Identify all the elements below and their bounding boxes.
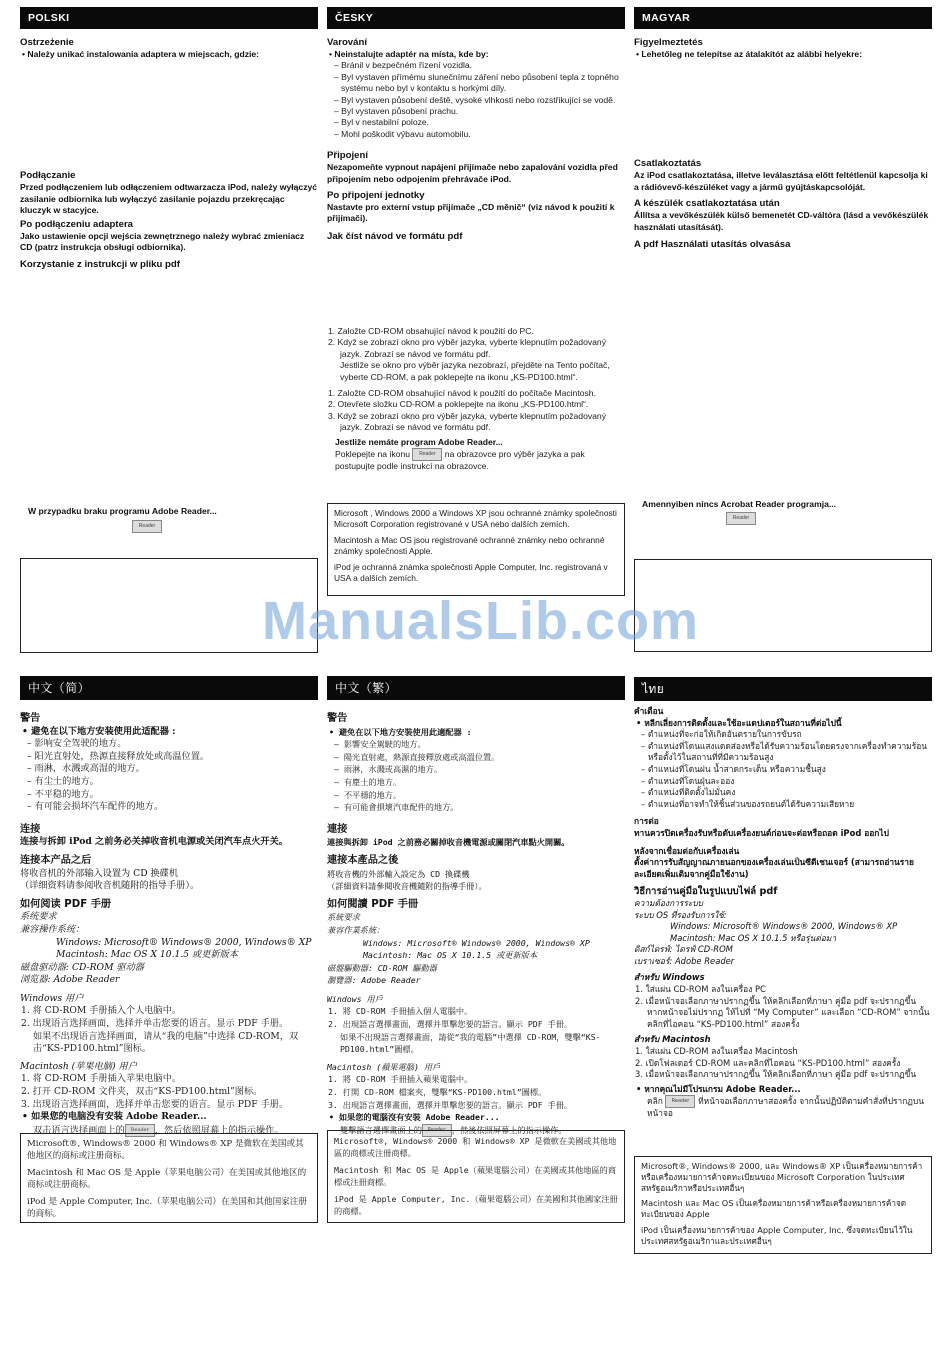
zh-cn-browser-line: 浏览器: Adobe Reader [20,974,120,986]
zh-tw-mac-step: 1. 將 CD-ROM 手冊插入蘋果電腦中。 [328,1074,473,1085]
zh-tw-adobe-title: • 如果您的電腦沒有安裝 Adobe Reader... [329,1112,500,1123]
magyar-header: MAGYAR [634,7,932,29]
zh-cn-warning-text: • 避免在以下地方安装使用此适配器 : [22,725,176,737]
polski-unit-text: Jako ustawienie opcji wejścia zewnętrznego należy wybrać zmieniacz CD (patrz instrukcja obsługi odbiornika). [20,230,305,253]
thai-warning-title: คำเตือน [634,706,664,716]
cesky-adobe-title: Jestliže nemáte program Adobe Reader... [335,436,503,447]
zh-cn-sys-req: 系统要求 [20,911,57,923]
zh-tw-warning-title: 警告 [327,713,348,724]
cesky-trademark-apple: Macintosh a Mac OS jsou registrované ochranné známky nebo ochranné známky společnosti Apple. [334,535,605,556]
zh-cn-warning-item: – 影响安全驾驶的地方。 [27,738,127,750]
zh-tw-unit-title: 連接本產品之後 [327,854,399,866]
zh-tw-pdf-title: 如何閱讀 PDF 手冊 [327,898,419,910]
cesky-unit-text: Nastavte pro externí vstup přijímače „CD měnič“ (viz návod k použití k přijímači). [327,202,615,224]
zh-cn-pdf-title: 如何阅读 PDF 手册 [20,898,112,910]
zh-cn-adobe-text: 双击语言选择画面上的 Reader ，然后依照屏幕上的指示操作。 [33,1124,284,1136]
thai-mac-step: 3. เมื่อหน้าจอเลือกภาษาปรากฏขึ้น ให้คลิกเลือกที่ภาษา คู่มือ pdf จะปรากฏขึ้น [635,1069,917,1080]
adobe-reader-icon[interactable]: Reader [412,448,442,461]
magyar-adobe-text: Amennyiben nincs Acrobat Reader programja... [642,499,837,510]
zh-cn-unit-text: 将收音机的外部输入设置为 CD 换碟机 [20,867,179,879]
zh-cn-trademark-ipod: iPod 是 Apple Computer, Inc.（苹果电脑公司）在美国和其他国家注册的商标。 [27,1197,307,1219]
zh-cn-win-note: 如果不出现语言选择画面，请从“我的电脑”中选择 CD-ROM，双击“KS-PD100.html”图标。 [33,1030,299,1055]
thai-unit-text: ตั้งค่าการรับสัญญาณภายนอกของเครื่องเล่นเป็นซีดีเชนเจอร์ (สามารถอ่านรายละเอียดเพิ่มเติมจากคู่มือใช้งาน) [634,857,914,879]
polski-pdf-title: Korzystanie z instrukcji w pliku pdf [20,259,180,271]
zh-tw-connecting-title: 連接 [327,823,348,835]
thai-sys-req: ความต้องการระบบ [634,897,703,908]
zh-cn-header: 中文（简） [20,676,318,700]
cesky-warning-item: – Byl vystaven působení prachu. [334,106,459,117]
zh-cn-mac-line: Macintosh: Mac OS X 10.1.5 或更新版本 [56,949,238,961]
zh-tw-trademark-apple: Macintosh 和 Mac OS 是 Apple（蘋果電腦公司）在美國或其他地區的商標或注冊商標。 [334,1165,617,1187]
zh-tw-warning-text: • 避免在以下地方安裝使用此適配器 : [329,726,472,737]
cesky-pc-step: 2. Když se zobrazí okno pro výběr jazyka, vyberte klepnutím požadovaný jazyk. Zobrazí se návod ve formátu pdf. [328,337,607,359]
zh-tw-win-user: Windows 用戶 [327,993,383,1004]
cesky-pdf-title: Jak číst návod ve formátu pdf [327,230,463,242]
polski-connecting-text: Przed podłączeniem lub odłączeniem odtwarzacza iPod, należy wyłączyć zasilanie odbiornika lub wyłączyć zasilanie pojazdu przekręcając kluczyk w stacyjce. [20,182,318,216]
zh-tw-header: 中文（繁） [327,676,625,700]
zh-cn-win-user: Windows 用户 [20,992,84,1004]
zh-tw-warning-item: – 有可能會損壞汽車配件的地方。 [334,802,459,813]
watermark: ManualsLib.com [262,591,700,651]
zh-cn-column [20,676,318,1137]
cesky-trademark-box [327,503,625,596]
magyar-connecting-text: Az iPod csatlakoztatása, illetve leválasztása előtt feltétlenül kapcsolja ki a rádióvevő-készüléket vagy a jármű gyújtáskapcsolóját. [634,170,928,192]
zh-tw-windows-line: Windows: Microsoft® Windows® 2000, Windows® XP [363,937,590,948]
zh-tw-trademark-box [327,1130,625,1223]
thai-connecting-title: การต่อ [634,816,659,827]
thai-warning-item: – ตำแหน่งที่โดนฝน น้ำสาดกระเด็น หรือความชื้นสูง [641,763,826,774]
zh-tw-warning-item: – 不平穩的地方。 [334,789,402,800]
magyar-pdf-title: A pdf Használati utasítás olvasása [634,239,791,251]
thai-header: ไทย [634,677,932,701]
thai-mac-step: 1. ใส่แผ่น CD-ROM ลงในเครื่อง Macintosh [635,1046,798,1057]
zh-tw-sys-req: 系統要求 [327,912,360,923]
zh-tw-adobe-text: 雙擊語言選擇畫面上的 Reader ，然後依照屏幕上的指示操作。 [340,1124,567,1135]
cesky-warning-text: • Neinstalujte adaptér na místa, kde by: [329,49,489,59]
cesky-trademark-ipod: iPod je ochranná známka společnosti Apple Computer, Inc. registrovaná v USA a dalších zemích. [334,562,608,583]
thai-warning-item: – ตำแหน่งที่โดนฝุ่นละออง [641,775,735,786]
polski-connecting-title: Podłączanie [20,170,76,182]
thai-mac-line: Macintosh: Mac OS X 10.1.5 หรือรุ่นต่อมา [670,932,837,943]
thai-trademark-ipod: iPod เป็นเครื่องหมายการค้าของ Apple Computer, Inc. ซึ่งจดทะเบียนไว้ในประเทศสหรัฐอเมริกาและประเทศอื่นๆ [641,1224,913,1246]
magyar-connecting-title: Csatlakoztatás [634,158,702,170]
polski-warning-text: • Należy unikać instalowania adaptera w miejscach, gdzie: [22,49,260,59]
zh-tw-warning-item: – 有塵土的地方。 [334,776,402,787]
zh-cn-trademark-apple: Macintosh 和 Mac OS 是 Apple（苹果电脑公司）在美国或其他地区的商标或注册商标。 [27,1168,307,1190]
adobe-reader-icon[interactable]: Reader [665,1095,695,1108]
thai-warning-item: – ตำแหน่งที่โดนแสงแดดส่องหรือได้รับความร้อนโดยตรงจากเครื่องทำความร้อนหรือตั้งไว้ในสถานที่ที่มีความร้อนสูง [641,740,927,763]
magyar-warning-text: • Lehetőleg ne telepítse az átalakítót az alábbi helyekre: [636,49,863,59]
zh-cn-warning-item: – 雨淋，水溅或高湿的地方。 [27,763,145,775]
cesky-warning-item: – Mohl poškodit výbavu automobilu. [334,128,471,139]
adobe-reader-icon[interactable]: Reader [125,1124,155,1137]
thai-browser-line: เบราเซอร์: Adobe Reader [634,955,735,966]
cesky-mac-step: 1. Založte CD-ROM obsahující návod k použití do počítače Macintosh. [328,387,596,398]
thai-pdf-title: วิธีการอ่านคู่มือในรูปแบบไฟล์ pdf [634,886,778,898]
cesky-warning-item: – Byl vystaven působení deště, vysoké vlhkosti nebo rozstřikující se vodě. [334,94,616,105]
thai-win-step: 1. ใส่แผ่น CD-ROM ลงในเครื่อง PC [635,984,766,995]
zh-cn-connecting-text: 连接与拆卸 iPod 之前务必关掉收音机电源或关闭汽车点火开关。 [20,836,288,848]
thai-column [634,677,932,1120]
cesky-warning-item: – Bránil v bezpečném řízení vozidla. [334,60,473,71]
zh-cn-win-step: 1. 将 CD-ROM 手册插入个人电脑中。 [21,1005,182,1017]
zh-cn-warning-item: – 不平稳的地方。 [27,788,99,800]
zh-tw-trademark-ipod: iPod 是 Apple Computer, Inc.（蘋果電腦公司）在美國和其他國家注冊的商標。 [334,1194,618,1216]
zh-cn-unit-text: （详细资料请参阅收音机随附的指导手册）。 [20,880,200,892]
zh-tw-os-label: 兼容作業系統： [327,924,385,935]
polski-warning-title: Ostrzeżenie [20,37,74,48]
polski-unit-title: Po podłączeniu adaptera [20,218,134,230]
zh-cn-trademark-microsoft: Microsoft®, Windows® 2000 和 Windows® XP 是微软在美国或其他地区的商标或注册商标。 [27,1139,304,1161]
thai-unit-title: หลังจากเชื่อมต่อกับเครื่องเล่น [634,845,740,856]
zh-cn-unit-title: 连接本产品之后 [20,854,92,866]
zh-tw-warning-item: – 陽光直射處，熱源直接釋放處或高溫位置。 [334,751,500,762]
cesky-column [327,7,625,472]
thai-os-label: ระบบ OS ที่รองรับการใช้: [634,909,727,920]
zh-cn-win-step: 2. 出现语言选择画面，选择并单击您要的语言。显示 PDF 手册。 [21,1018,289,1030]
zh-tw-column [327,676,625,1137]
cesky-warning-item: – Byl v nestabilní poloze. [334,117,430,128]
cesky-connecting-text: Nezapomeňte vypnout napájení přijímače nebo zapalování vozidla před připojením nebo odpojením přehrávače iPod. [327,162,618,184]
cesky-trademark-microsoft: Microsoft , Windows 2000 a Windows XP jsou ochranné známky společnosti Microsoft Corporation registrované v USA nebo dalších zemích. [334,508,617,529]
zh-tw-trademark-microsoft: Microsoft®, Windows® 2000 和 Windows® XP 是微軟在美國或其他地區的商標或注冊商標。 [334,1136,617,1158]
thai-windows-line: Windows: Microsoft® Windows® 2000, Windows® XP [670,921,898,932]
polski-adobe-text: W przypadku braku programu Adobe Reader... [28,506,217,517]
zh-tw-win-step: 1. 將 CD-ROM 手冊插入個人電腦中。 [328,1006,473,1017]
thai-warning-item: – ตำแหน่งที่ติดตั้งไม่มั่นคง [641,787,736,798]
thai-warning-text: • หลีกเลี่ยงการติดตั้งและใช้อะแดปเตอร์ในสถานที่ต่อไปนี้ [636,717,842,728]
thai-trademark-microsoft: Microsoft®, Windows® 2000, และ Windows® XP เป็นเครื่องหมายการค้าหรือเครื่องหมายการค้าจดทะเบียนของ Microsoft Corporation ในประเทศสหรัฐอเมริกาหรือประเทศอื่นๆ [641,1161,923,1193]
zh-cn-mac-step: 2. 打开 CD-ROM 文件夹，双击“KS-PD100.html”图标。 [21,1086,263,1098]
zh-tw-warning-item: – 影響安全駕駛的地方。 [334,739,426,750]
zh-tw-connecting-text: 連接與拆卸 iPod 之前務必關掉收音機電源或關閉汽車點火開關。 [327,837,570,848]
zh-cn-warning-item: – 阳光直射处，热源直接释放处或高温位置。 [27,750,210,762]
zh-tw-win-step: 2. 出現語言選擇畫面，選擇并單擊您要的語言。顯示 PDF 手冊。 [328,1019,573,1030]
zh-cn-connecting-title: 连接 [20,823,41,835]
magyar-unit-title: A készülék csatlakoztatása után [634,198,780,210]
thai-mac-user: สำหรับ Macintosh [634,1034,711,1045]
zh-cn-trademark-box [20,1133,318,1223]
zh-tw-mac-user: Macintosh (蘋果電腦) 用戶 [327,1061,441,1072]
thai-trademark-apple: Macintosh และ Mac OS เป็นเครื่องหมายการค้าหรือเครื่องหมายการค้าจดทะเบียนของ Apple [641,1198,907,1220]
zh-cn-mac-user: Macintosh (苹果电脑) 用户 [20,1060,137,1072]
zh-tw-mac-line: Macintosh: Mac OS X 10.1.5 或更新版本 [363,950,538,961]
adobe-reader-icon[interactable]: Reader [422,1124,452,1137]
zh-tw-mac-step: 3. 出現語言選擇畫面，選擇并單擊您要的語言。顯示 PDF 手冊。 [328,1099,573,1110]
zh-cn-warning-item: – 有尘土的地方。 [27,775,99,787]
cesky-mac-step: 3. Když se zobrazí okno pro výběr jazyka, vyberte klepnutím požadovaný jazyk. Zobrazí se návod ve formátu pdf. [328,410,607,433]
thai-connecting-text: ทานควรปิดเครื่องรับหรือดับเครื่องยนต์ก่อนจะต่อหรือถอด iPod ออกไป [634,827,889,838]
thai-adobe-title: • หากคุณไม่มีโปรแกรม Adobe Reader... [636,1083,801,1094]
thai-drive-line: ดิสก์ไดรฟ์: ไดรฟ์ CD-ROM [634,944,733,955]
zh-cn-mac-step: 3. 出现语言选择画面，选择并单击您要的语言。显示 PDF 手册。 [21,1098,289,1110]
polski-header: POLSKI [20,7,318,29]
thai-warning-item: – ตำแหน่งที่อาจทำให้ชิ้นส่วนของรถยนต์ได้รับความเสียหาย [641,798,855,809]
polski-column [20,7,318,533]
thai-win-user: สำหรับ Windows [634,972,705,983]
zh-tw-mac-step: 2. 打開 CD-ROM 檔案夾，雙擊“KS-PD100.html”圖標。 [328,1087,547,1098]
zh-cn-warning-item: – 有可能会损坏汽车配件的地方。 [27,801,164,813]
cesky-pc-step: 1. Založte CD-ROM obsahující návod k použití do PC. [328,325,534,336]
cesky-warning-item: – Byl vystaven přímému slunečnímu záření nebo působení tepla z topného systému nebo byl v kontaktu s horkými díly. [334,71,619,94]
zh-cn-warning-title: 警告 [20,713,41,724]
thai-win-step: 2. เมื่อหน้าจอเลือกภาษาปรากฏขึ้น ให้คลิกเลือกที่ภาษา คู่มือ pdf จะปรากฏขึ้น หากหน้าจอไม่ปรากฏ ให้ไปที่ “My Computer” และเลือก “CD-ROM” จากนั้นคลิกที่ไอคอน “KS-PD100.html” สองครั้ง [635,995,930,1029]
cesky-connecting-title: Připojení [327,150,369,162]
zh-tw-browser-line: 瀏覽器: Adobe Reader [327,975,421,986]
zh-tw-drive-line: 磁盤驅動器: CD-ROM 驅動器 [327,962,437,973]
zh-cn-adobe-title: • 如果您的电脑没有安装 Adobe Reader... [22,1111,207,1123]
cesky-pc-note: Jestliže se okno pro výběr jazyka nezobrazí, přejděte na Tento počítač, vyberte CD-ROM, a pak poklepejte na ikonu „KS-PD100.html“. [340,360,610,382]
cesky-unit-title: Po připojení jednotky [327,190,425,202]
zh-tw-warning-item: – 雨淋，水濺或高濕的地方。 [334,764,443,775]
adobe-reader-icon[interactable]: Reader [726,512,756,525]
zh-cn-drive-line: 磁盘驱动器: CD-ROM 驱动器 [20,961,144,973]
cesky-mac-step: 2. Otevřete složku CD-ROM a poklepejte na ikonu „KS-PD100.html“. [328,399,589,410]
zh-cn-mac-step: 1. 将 CD-ROM 手册插入苹果电脑中。 [21,1073,182,1085]
adobe-reader-icon[interactable]: Reader [132,520,162,533]
zh-tw-unit-text: 將收音機的外部輸入設定為 CD 換碟機 [327,868,470,879]
thai-mac-step: 2. เปิดโฟลเดอร์ CD-ROM และคลิกที่ไอคอน “KS-PD100.html” สองครั้ง [635,1057,901,1068]
cesky-adobe-text: Poklepejte na ikonu Reader na obrazovce pro výběr jazyka a pak postupujte podle instrukcí na obrazovce. [335,448,585,471]
cesky-header: ČESKY [327,7,625,29]
zh-cn-windows-line: Windows: Microsoft® Windows® 2000, Windows® XP [56,936,312,948]
magyar-column [634,7,932,525]
magyar-unit-text: Állítsa a vevőkészülék külső bemenetét CD-váltóra (lásd a vevőkészülék használati utasítását). [634,210,929,232]
thai-warning-item: – ตำแหน่งที่จะก่อให้เกิดอันตรายในการขับรถ [641,729,802,740]
magyar-warning-title: Figyelmeztetés [634,37,703,48]
cesky-warning-title: Varování [327,37,367,48]
thai-adobe-text: คลิก Reader ที่หน้าจอเลือกภาษาสองครั้ง จากนั้นปฏิบัติตามคำสั่งที่ปรากฏบนหน้าจอ [647,1096,924,1119]
thai-trademark-box [634,1156,932,1254]
zh-cn-os-label: 兼容操作系统： [20,923,85,935]
zh-tw-unit-text: （詳細資料請參閱收音機隨附的指導手冊）。 [327,881,487,892]
zh-tw-win-note: 如果不出現語言選擇畫面，請從“我的電腦”中選擇 CD-ROM，雙擊“KS-PD100.html”圖標。 [340,1031,601,1055]
